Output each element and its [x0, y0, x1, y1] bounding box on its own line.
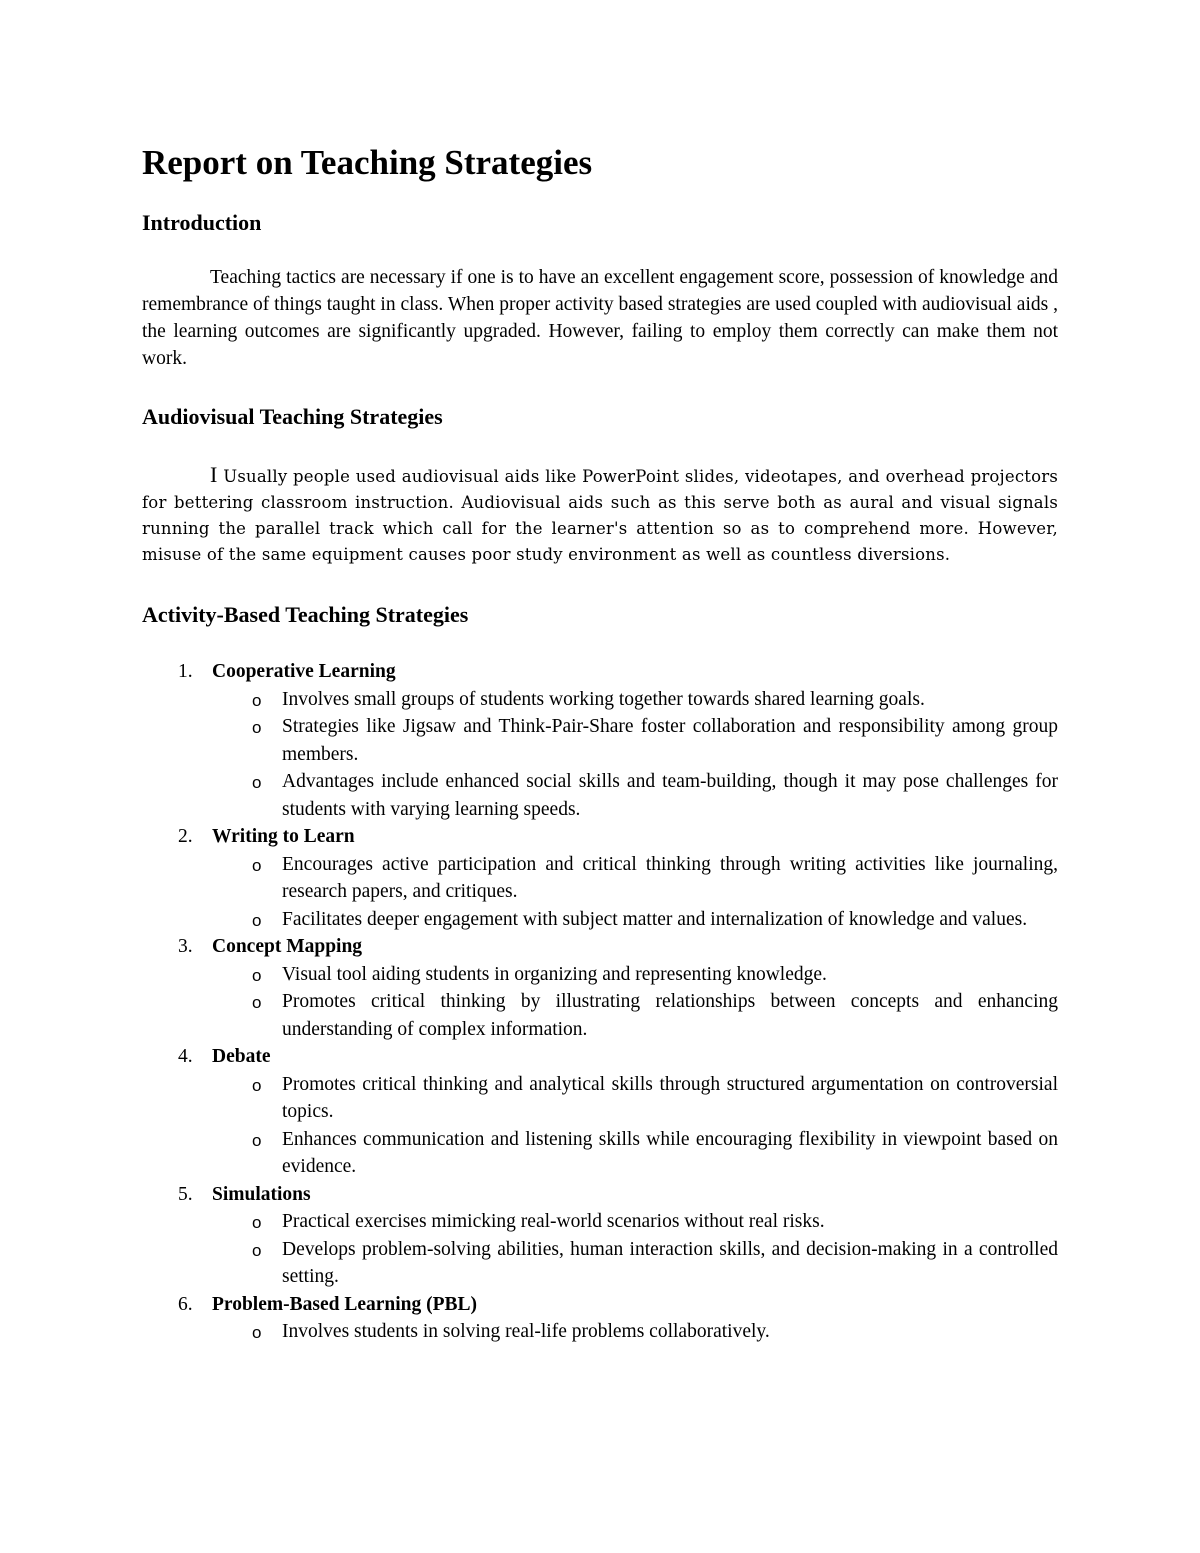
bullet-icon: o: [252, 1130, 262, 1150]
strategy-point-text: Involves students in solving real-life problems collaboratively.: [282, 1321, 770, 1342]
strategy-point-text: Promotes critical thinking by illustrating relationships between concepts and enhancing understanding of complex information.: [282, 991, 1058, 1040]
bullet-icon: o: [252, 965, 262, 985]
strategy-point: [212, 961, 1058, 989]
strategy-item: [142, 1181, 1058, 1291]
bullet-icon: o: [252, 855, 262, 875]
strategy-title: Problem-Based Learning (PBL): [212, 1293, 478, 1315]
introduction-paragraph: Teaching tactics are necessary if one is to have an excellent engagement score, possession of knowledge and remembrance of things taught in class. When proper activity based strategies are used coupled with audiovisual aids , the learning outcomes are significantly upgraded. However, failing to employ them correctly can make them not work.: [142, 267, 1058, 369]
bullet-icon: o: [252, 1213, 262, 1232]
strategy-list: [142, 658, 1058, 1346]
strategy-item: [142, 1291, 1058, 1346]
strategy-point: [212, 851, 1058, 906]
strategy-point-text: Enhances communication and listening skills while encouraging flexibility in viewpoint based on evidence.: [282, 1128, 1058, 1177]
bullet-icon: o: [252, 1075, 262, 1095]
strategy-point: [212, 1236, 1058, 1291]
strategy-points: [212, 1208, 1058, 1291]
strategy-point: [212, 713, 1058, 768]
strategy-points: [212, 1318, 1058, 1346]
audiovisual-dropcap: I: [210, 462, 218, 487]
strategy-point-text: Develops problem-solving abilities, human interaction skills, and decision-making in a controlled setting.: [282, 1238, 1058, 1287]
strategy-point: [212, 686, 1058, 714]
strategy-item: [142, 933, 1058, 1043]
activity-heading: Activity-Based Teaching Strategies: [142, 602, 469, 627]
strategy-item: [142, 1043, 1058, 1181]
strategy-point-text: Advantages include enhanced social skills and team-building, though it may pose challenges for students with varying learning speeds.: [282, 771, 1058, 820]
strategy-point: [212, 1208, 1058, 1236]
strategy-point: [212, 768, 1058, 823]
bullet-icon: o: [252, 993, 262, 1012]
strategy-point: [212, 1318, 1058, 1346]
strategy-title: Simulations: [212, 1183, 311, 1205]
audiovisual-heading: Audiovisual Teaching Strategies: [142, 404, 443, 429]
introduction-heading: Introduction: [142, 210, 262, 235]
audiovisual-paragraph: [142, 462, 1058, 568]
strategy-point: [212, 906, 1058, 934]
strategy-points: [212, 851, 1058, 934]
strategy-number: 1.: [178, 661, 193, 682]
strategy-point-text: Encourages active participation and critical thinking through writing activities like journaling, research papers, and critiques.: [282, 853, 1058, 902]
strategy-title: Debate: [212, 1046, 271, 1067]
strategy-point-text: Promotes critical thinking and analytical skills through structured argumentation on controversial topics.: [282, 1073, 1058, 1122]
strategy-number: 2.: [178, 826, 193, 847]
strategy-number: 6.: [178, 1293, 193, 1315]
audiovisual-paragraph-text: Usually people used audiovisual aids like PowerPoint slides, videotapes, and overhead projectors for bettering classroom instruction. Audiovisual aids such as this serve both as aural and visual signals running the parallel track which call for the learner's attention so as to comprehend more. However, misuse of the same equipment causes poor study environment as well as countless diversions.: [142, 467, 1058, 564]
strategy-point-text: Strategies like Jigsaw and Think-Pair-Share foster collaboration and responsibility among group members.: [282, 716, 1058, 765]
strategy-points: [212, 686, 1058, 824]
document-title: Report on Teaching Strategies: [142, 143, 593, 182]
strategy-points: [212, 1071, 1058, 1181]
strategy-points: [212, 961, 1058, 1044]
strategy-point-text: Practical exercises mimicking real-world scenarios without real risks.: [282, 1211, 825, 1232]
strategy-item: [142, 823, 1058, 933]
strategy-point-text: Involves small groups of students working together towards shared learning goals.: [282, 688, 925, 710]
bullet-icon: o: [252, 773, 262, 792]
strategy-item: [142, 658, 1058, 823]
strategy-point: [212, 1126, 1058, 1181]
bullet-icon: o: [252, 1240, 262, 1260]
document-content: [142, 140, 1058, 1346]
bullet-icon: o: [252, 718, 262, 737]
strategy-title: Cooperative Learning: [212, 661, 396, 682]
strategy-point-text: Facilitates deeper engagement with subject matter and internalization of knowledge and values.: [282, 908, 1028, 930]
bullet-icon: o: [252, 1323, 262, 1342]
strategy-point-text: Visual tool aiding students in organizing and representing knowledge.: [282, 963, 827, 985]
bullet-icon: o: [252, 910, 262, 930]
strategy-point: [212, 1071, 1058, 1126]
bullet-icon: o: [252, 690, 262, 710]
strategy-number: 3.: [178, 936, 193, 957]
strategy-title: Writing to Learn: [212, 826, 355, 847]
strategy-number: 5.: [178, 1183, 193, 1205]
strategy-title: Concept Mapping: [212, 936, 363, 957]
strategy-point: [212, 988, 1058, 1043]
strategy-number: 4.: [178, 1046, 193, 1067]
